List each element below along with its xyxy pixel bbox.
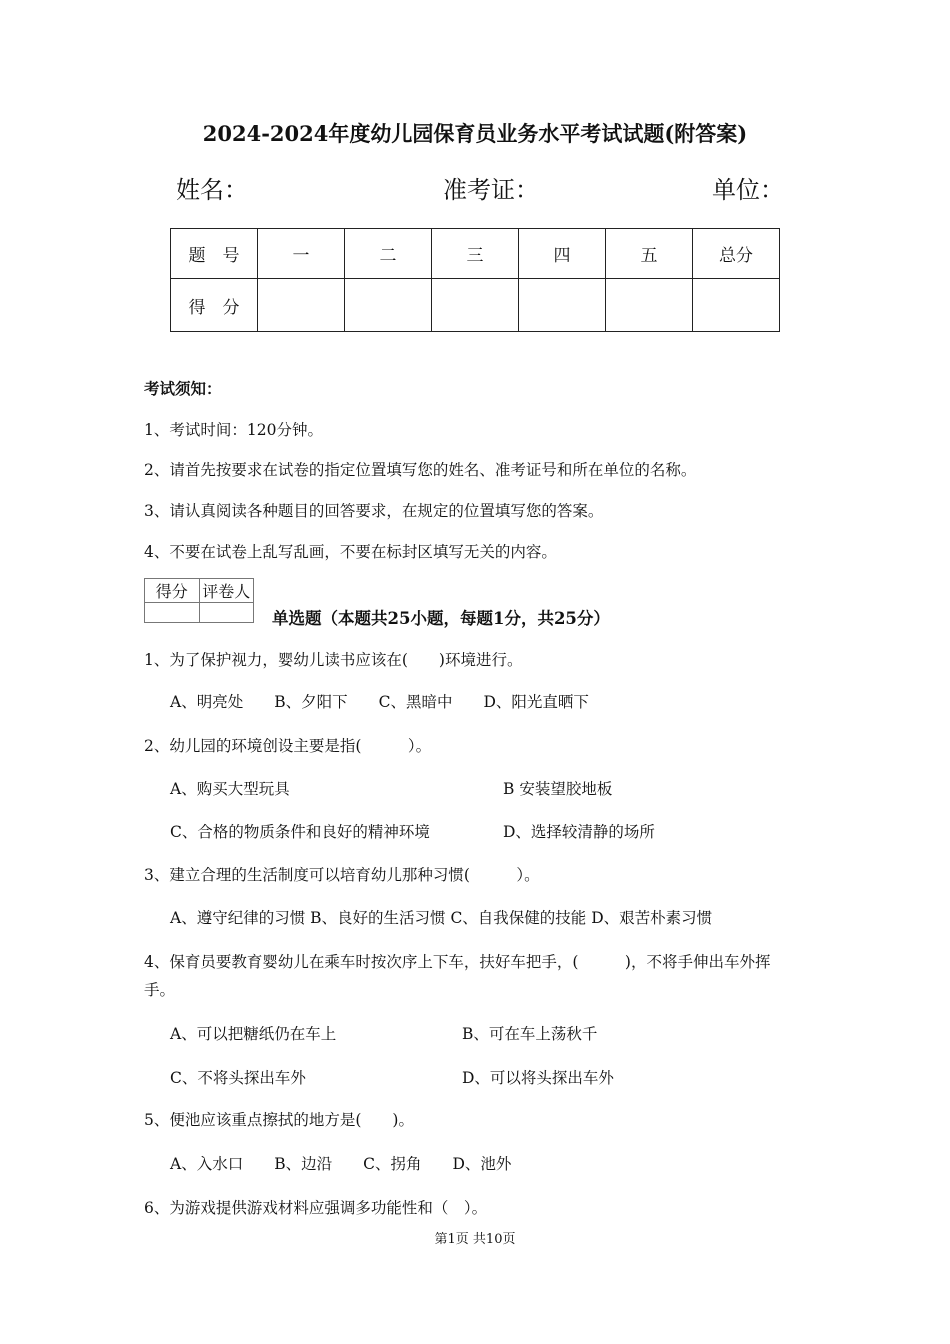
notice-item: 3、请认真阅读各种题目的回答要求，在规定的位置填写您的答案。 [144, 502, 604, 520]
score-table-header-row [171, 229, 780, 279]
score-header-cell: 四 [519, 229, 606, 279]
score-cell [345, 279, 432, 332]
question-3-options: A、遵守纪律的习惯 B、良好的生活习惯 C、自我保健的技能 D、艰苦朴素习惯 [170, 909, 713, 927]
grader-name-label: 评卷人 [199, 579, 254, 603]
notice-item: 1、考试时间：120分钟。 [144, 421, 323, 439]
score-cell [519, 279, 606, 332]
score-header-cell: 总分 [693, 229, 780, 279]
notice-item: 2、请首先按要求在试卷的指定位置填写您的姓名、准考证号和所在单位的名称。 [144, 461, 697, 479]
question-3-stem: 3、建立合理的生活制度可以培育幼儿那种习惯( ）。 [144, 866, 540, 884]
unit-field-label: 单位： [712, 176, 784, 204]
score-cell [693, 279, 780, 332]
score-header-cell: 二 [345, 229, 432, 279]
page-footer: 第1页 共10页 [434, 1232, 516, 1247]
question-4-stem: 4、保育员要教育婴幼儿在乘车时按次序上下车，扶好车把手，( )，不将手伸出车外挥 [144, 953, 771, 971]
question-2-option-c: C、合格的物质条件和良好的精神环境 [170, 823, 430, 841]
page-title: 2024-2024年度幼儿园保育员业务水平考试试题(附答案) [202, 121, 748, 146]
question-5-stem: 5、便池应该重点擦拭的地方是( )。 [144, 1111, 414, 1129]
question-6-stem: 6、为游戏提供游戏材料应强调多功能性和（ ）。 [144, 1199, 488, 1217]
question-4-stem-continued: 手。 [144, 981, 176, 999]
score-cell [258, 279, 345, 332]
score-header-cell: 三 [432, 229, 519, 279]
section-title: 单选题（本题共25小题，每题1分，共25分） [272, 609, 610, 628]
question-4-option-d: D、可以将头探出车外 [462, 1069, 614, 1087]
question-2-option-a: A、购买大型玩具 [170, 780, 290, 798]
score-cell [606, 279, 693, 332]
name-field-label: 姓名： [176, 176, 248, 204]
question-4-option-a: A、可以把糖纸仍在车上 [170, 1025, 337, 1043]
question-1-options: A、明亮处 B、夕阳下 C、黑暗中 D、阳光直晒下 [170, 693, 589, 711]
score-row-label: 得 分 [171, 279, 258, 332]
question-2-option-d: D、选择较清静的场所 [503, 823, 655, 841]
question-2-stem: 2、幼儿园的环境创设主要是指( ）。 [144, 737, 432, 755]
grader-name-cell [199, 603, 254, 623]
grader-score-label: 得分 [145, 579, 200, 603]
question-4-option-c: C、不将头探出车外 [170, 1069, 306, 1087]
score-table [170, 228, 780, 332]
score-header-cell: 一 [258, 229, 345, 279]
exam-id-field-label: 准考证： [443, 176, 539, 204]
question-5-options: A、入水口 B、边沿 C、拐角 D、池外 [170, 1155, 512, 1173]
grader-table [144, 578, 254, 623]
question-1-stem: 1、为了保护视力，婴幼儿读书应该在( )环境进行。 [144, 651, 523, 669]
score-header-cell: 题 号 [171, 229, 258, 279]
notice-item: 4、不要在试卷上乱写乱画，不要在标封区填写无关的内容。 [144, 543, 557, 561]
score-cell [432, 279, 519, 332]
question-4-option-b: B、可在车上荡秋千 [462, 1025, 598, 1043]
score-header-cell: 五 [606, 229, 693, 279]
grader-score-cell [145, 603, 200, 623]
score-table-score-row [171, 279, 780, 332]
notice-heading: 考试须知： [144, 379, 222, 398]
question-2-option-b: B 安装望胶地板 [503, 780, 613, 798]
